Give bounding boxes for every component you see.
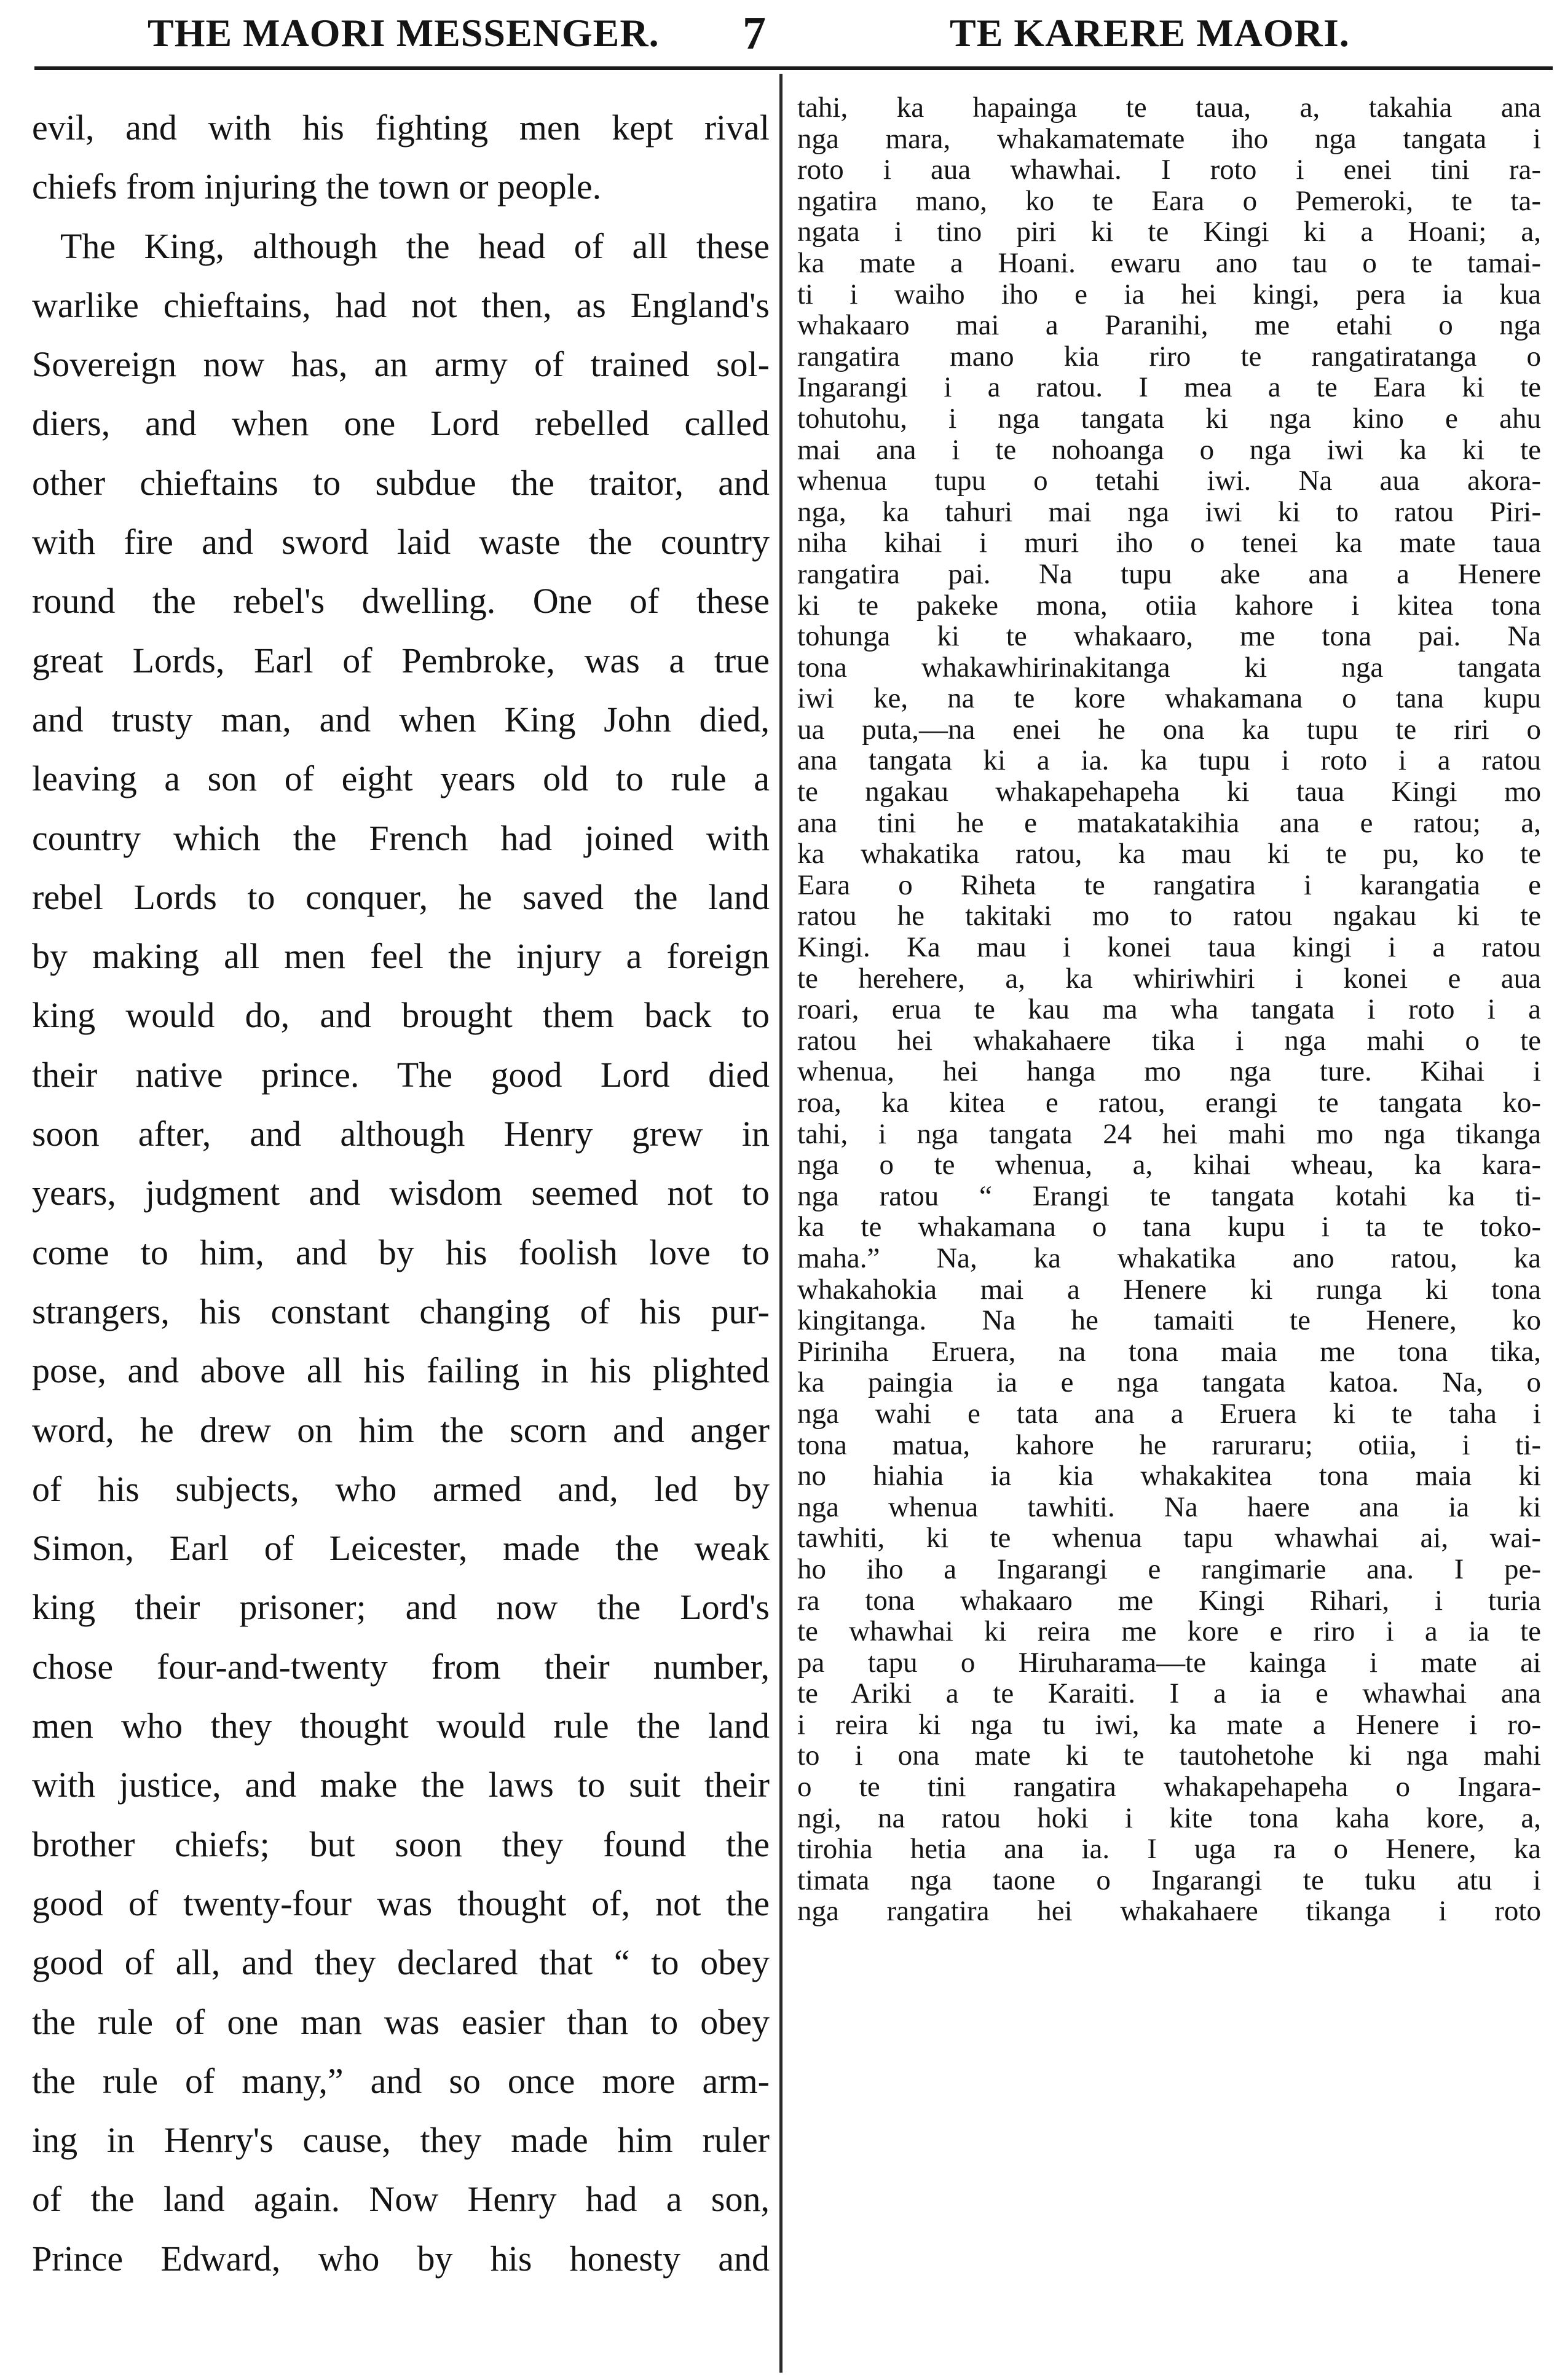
english-line: rebel Lords to conquer, he saved the land: [32, 877, 770, 917]
english-line: king their prisoner; and now the Lord's: [32, 1587, 770, 1628]
english-line: brother chiefs; but soon they found the: [32, 1824, 770, 1864]
english-line: their native prince. The good Lord died: [32, 1054, 770, 1095]
english-line: warlike chieftains, had not then, as England's: [32, 285, 770, 325]
maori-line: tirohia hetia ana ia. I uga ra o Henere, ka: [797, 1834, 1541, 1865]
maori-line: to i ona mate ki te tautohetohe ki nga mahi: [797, 1740, 1541, 1772]
maori-line: ki te pakeke mona, otiia kahore i kitea tona: [797, 589, 1541, 621]
maori-line: ra tona whakaaro me Kingi Rihari, i turia: [797, 1585, 1541, 1617]
maori-line: tahi, i nga tangata 24 hei mahi mo nga tikanga: [797, 1118, 1541, 1150]
maori-line: nga o te whenua, a, kihai wheau, ka kara-: [797, 1149, 1541, 1181]
maori-line: o te tini rangatira whakapehapeha o Ingara-: [797, 1771, 1541, 1803]
maori-line: tahi, ka hapainga te taua, a, takahia ana: [797, 92, 1541, 124]
english-line: evil, and with his fighting men kept rival: [32, 108, 770, 148]
maori-line: nga whenua tawhiti. Na haere ana ia ki: [797, 1491, 1541, 1523]
english-line: by making all men feel the injury a foreign: [32, 936, 770, 977]
page-number: 7: [743, 7, 767, 59]
maori-line: roa, ka kitea e ratou, erangi te tangata ko-: [797, 1087, 1541, 1119]
english-line: leaving a son of eight years old to rule a: [32, 759, 770, 799]
english-line: with fire and sword laid waste the country: [32, 522, 770, 562]
maori-line: whakaaro mai a Paranihi, me etahi o nga: [797, 310, 1541, 341]
maori-line: tona matua, kahore he raruraru; otiia, i ti-: [797, 1429, 1541, 1461]
maori-column: [797, 92, 1541, 1927]
maori-line: te ngakau whakapehapeha ki taua Kingi mo: [797, 776, 1541, 808]
english-line: men who they thought would rule the land: [32, 1706, 770, 1746]
maori-line: niha kihai i muri iho o tenei ka mate taua: [797, 527, 1541, 559]
maori-line: nga ratou “ Erangi te tangata kotahi ka ti-: [797, 1180, 1541, 1212]
english-line: The King, although the head of all these: [60, 226, 770, 266]
maori-line: nga wahi e tata ana a Eruera ki te taha i: [797, 1398, 1541, 1430]
english-column: [32, 98, 770, 2288]
maori-line: ti i waiho iho e ia hei kingi, pera ia kua: [797, 278, 1541, 310]
english-line: with justice, and make the laws to suit their: [32, 1765, 770, 1805]
english-line: and trusty man, and when King John died,: [32, 699, 770, 739]
maori-line: timata nga taone o Ingarangi te tuku atu i: [797, 1864, 1541, 1896]
english-line: other chieftains to subdue the traitor, and: [32, 462, 770, 503]
english-line: soon after, and although Henry grew in: [32, 1114, 770, 1154]
maori-line: te whawhai ki reira me kore e riro i a ia te: [797, 1616, 1541, 1647]
english-line: good of all, and they declared that “ to obey: [32, 1942, 770, 1983]
maori-line: ka whakatika ratou, ka mau ki te pu, ko te: [797, 838, 1541, 870]
english-line: come to him, and by his foolish love to: [32, 1232, 770, 1272]
english-line: Simon, Earl of Leicester, made the weak: [32, 1528, 770, 1569]
maori-line: rangatira pai. Na tupu ake ana a Henere: [797, 558, 1541, 590]
maori-line: nga mara, whakamatemate iho nga tangata i: [797, 123, 1541, 155]
maori-line: mai ana i te nohoanga o nga iwi ka ki te: [797, 434, 1541, 466]
header-rule: [34, 66, 1553, 70]
maori-line: ka paingia ia e nga tangata katoa. Na, o: [797, 1367, 1541, 1398]
english-line: word, he drew on him the scorn and anger: [32, 1409, 770, 1450]
english-line: chiefs from injuring the town or people.: [32, 167, 602, 207]
maori-line: ua puta,—na enei he ona ka tupu te riri o: [797, 714, 1541, 746]
maori-line: i reira ki nga tu iwi, ka mate a Henere i ro-: [797, 1709, 1541, 1741]
maori-line: maha.” Na, ka whakatika ano ratou, ka: [797, 1242, 1541, 1274]
english-line: the rule of many,” and so once more arm-: [32, 2060, 770, 2101]
english-line: of his subjects, who armed and, led by: [32, 1468, 770, 1509]
english-line: strangers, his constant changing of his pur-: [32, 1291, 770, 1331]
maori-line: pa tapu o Hiruharama—te kainga i mate ai: [797, 1647, 1541, 1679]
maori-line: nga, ka tahuri mai nga iwi ki to ratou Piri-: [797, 496, 1541, 528]
maori-line: ratou hei whakahaere tika i nga mahi o te: [797, 1025, 1541, 1057]
maori-line: ngi, na ratou hoki i kite tona kaha kore, a,: [797, 1802, 1541, 1834]
maori-line: roari, erua te kau ma wha tangata i roto i a: [797, 994, 1541, 1025]
maori-line: iwi ke, na te kore whakamana o tana kupu: [797, 683, 1541, 714]
maori-line: ngata i tino piri ki te Kingi ki a Hoani; a,: [797, 216, 1541, 248]
english-line: king would do, and brought them back to: [32, 995, 770, 1036]
maori-line: ana tangata ki a ia. ka tupu i roto i a ratou: [797, 745, 1541, 777]
english-line: the rule of one man was easier than to obey: [32, 2001, 770, 2042]
maori-line: roto i aua whawhai. I roto i enei tini ra-: [797, 154, 1541, 186]
maori-line: tawhiti, ki te whenua tapu whawhai ai, wai-: [797, 1523, 1541, 1554]
maori-line: ho iho a Ingarangi e rangimarie ana. I pe-: [797, 1553, 1541, 1585]
maori-line: whenua, hei hanga mo nga ture. Kihai i: [797, 1056, 1541, 1087]
english-line: chose four-and-twenty from their number,: [32, 1646, 770, 1687]
english-line: country which the French had joined with: [32, 818, 770, 858]
maori-line: kingitanga. Na he tamaiti te Henere, ko: [797, 1305, 1541, 1336]
english-line: pose, and above all his failing in his plighted: [32, 1350, 770, 1391]
masthead-english-title: THE MAORI MESSENGER.: [148, 11, 660, 55]
maori-line: rangatira mano kia riro te rangatiratanga o: [797, 341, 1541, 372]
maori-line: ngatira mano, ko te Eara o Pemeroki, te ta-: [797, 185, 1541, 217]
maori-line: ka te whakamana o tana kupu i ta te toko-: [797, 1212, 1541, 1243]
english-line: ing in Henry's cause, they made him ruler: [32, 2120, 770, 2161]
english-line: of the land again. Now Henry had a son,: [32, 2179, 770, 2220]
maori-line: ka mate a Hoani. ewaru ano tau o te tamai-: [797, 247, 1541, 279]
english-line: great Lords, Earl of Pembroke, was a true: [32, 640, 770, 680]
maori-line: tona whakawhirinakitanga ki nga tangata: [797, 652, 1541, 684]
maori-line: Eara o Riheta te rangatira i karangatia e: [797, 869, 1541, 901]
column-divider: [779, 74, 782, 2373]
maori-line: ratou he takitaki mo to ratou ngakau ki te: [797, 900, 1541, 932]
maori-line: te herehere, a, ka whiriwhiri i konei e aua: [797, 963, 1541, 995]
english-line: round the rebel's dwelling. One of these: [32, 581, 770, 621]
maori-line: Ingarangi i a ratou. I mea a te Eara ki te: [797, 372, 1541, 403]
english-line: diers, and when one Lord rebelled called: [32, 403, 770, 444]
maori-line: te Ariki a te Karaiti. I a ia e whawhai ana: [797, 1678, 1541, 1709]
maori-line: nga rangatira hei whakahaere tikanga i roto: [797, 1896, 1541, 1928]
english-line: years, judgment and wisdom seemed not to: [32, 1173, 770, 1213]
maori-line: whenua tupu o tetahi iwi. Na aua akora-: [797, 465, 1541, 497]
english-line: good of twenty-four was thought of, not the: [32, 1883, 770, 1923]
masthead: [0, 0, 1565, 68]
maori-line: tohunga ki te whakaaro, me tona pai. Na: [797, 621, 1541, 652]
masthead-maori-title: TE KARERE MAORI.: [950, 11, 1350, 55]
maori-line: Kingi. Ka mau i konei taua kingi i a ratou: [797, 932, 1541, 963]
english-line: Prince Edward, who by his honesty and: [32, 2238, 770, 2279]
maori-line: Piriniha Eruera, na tona maia me tona tika,: [797, 1336, 1541, 1368]
maori-line: no hiahia ia kia whakakitea tona maia ki: [797, 1460, 1541, 1492]
maori-line: whakahokia mai a Henere ki runga ki tona: [797, 1274, 1541, 1306]
maori-line: ana tini he e matakatakihia ana e ratou; a,: [797, 807, 1541, 839]
maori-line: tohutohu, i nga tangata ki nga kino e ahu: [797, 403, 1541, 435]
english-line: Sovereign now has, an army of trained sol-: [32, 344, 770, 385]
